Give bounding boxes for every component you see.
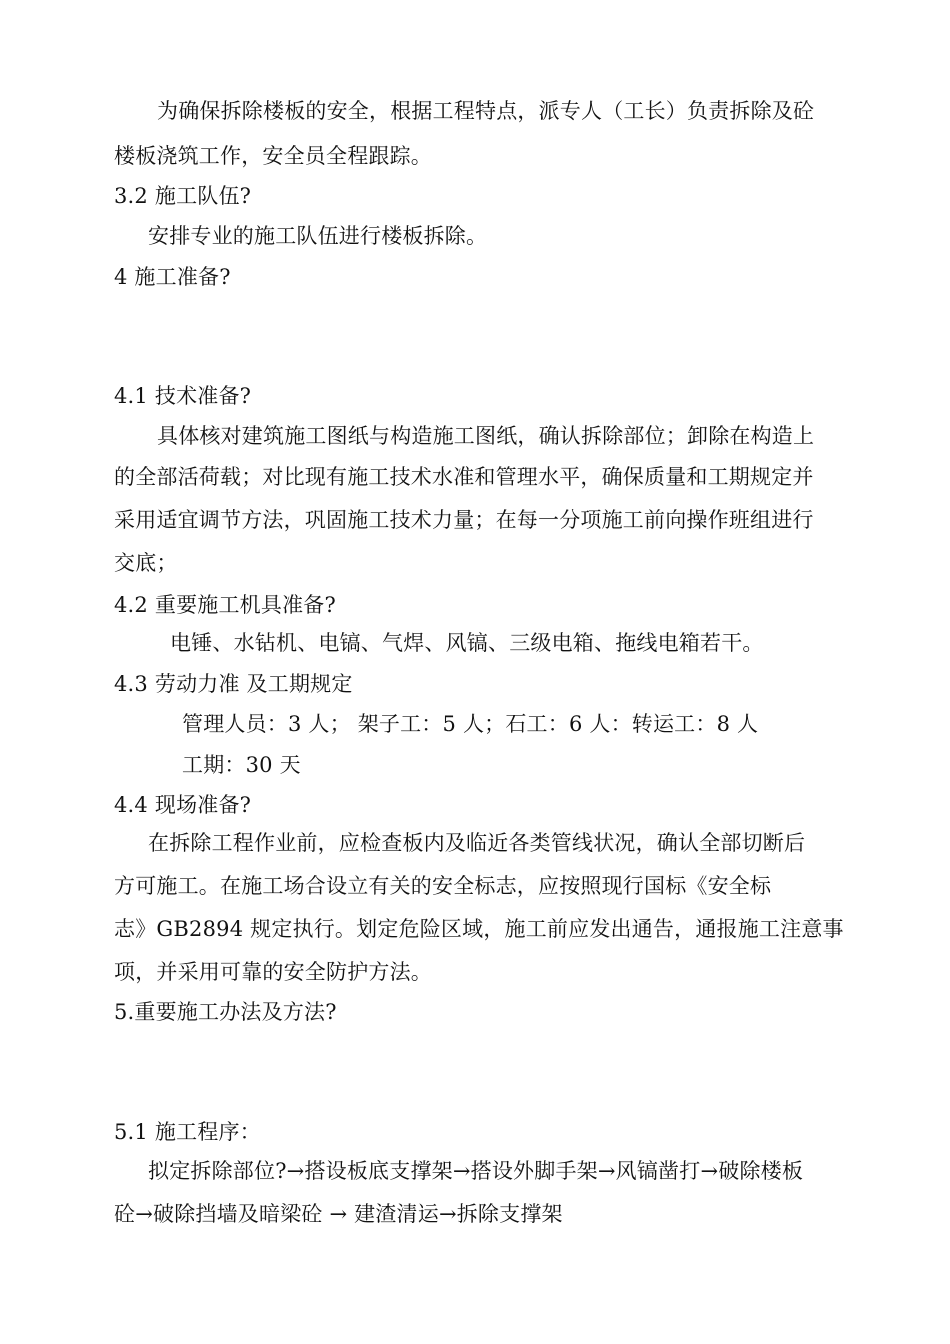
paragraph-line: 交底； bbox=[114, 551, 178, 575]
paragraph-line: 砼→破除挡墙及暗梁砼 → 建渣清运→拆除支撑架 bbox=[114, 1202, 563, 1226]
paragraph-line: 具体核对建筑施工图纸与构造施工图纸，确认拆除部位；卸除在构造上 bbox=[157, 424, 815, 448]
section-heading: 4.2 重要施工机具准备? bbox=[114, 593, 336, 617]
paragraph-line: 方可施工。在施工场合设立有关的安全标志，应按照现行国标《安全标 bbox=[114, 874, 772, 898]
paragraph-line: 项，并采用可靠的安全防护方法。 bbox=[114, 960, 432, 984]
section-heading: 4.4 现场准备? bbox=[114, 793, 252, 817]
paragraph-line: 为确保拆除楼板的安全，根据工程特点，派专人（工长）负责拆除及砼 bbox=[157, 99, 815, 123]
paragraph-line: 志》GB2894 规定执行。划定危险区域，施工前应发出通告，通报施工注意事 bbox=[114, 917, 844, 941]
paragraph-line: 安排专业的施工队伍进行楼板拆除。 bbox=[148, 224, 488, 248]
section-heading: 3.2 施工队伍? bbox=[114, 184, 252, 208]
paragraph-line: 在拆除工程作业前，应检查板内及临近各类管线状况，确认全部切断后 bbox=[148, 831, 806, 855]
section-heading: 4.1 技术准备? bbox=[114, 384, 252, 408]
section-heading: 5.重要施工办法及方法? bbox=[114, 1000, 337, 1024]
paragraph-line: 楼板浇筑工作，安全员全程跟踪。 bbox=[114, 144, 432, 168]
paragraph-line: 拟定拆除部位?→搭设板底支撑架→搭设外脚手架→风镐凿打→破除楼板 bbox=[148, 1159, 804, 1183]
paragraph-line: 采用适宜调节方法，巩固施工技术力量；在每一分项施工前向操作班组进行 bbox=[114, 508, 814, 532]
section-heading: 4 施工准备? bbox=[114, 265, 231, 289]
paragraph-line: 的全部活荷载；对比现有施工技术水准和管理水平，确保质量和工期规定并 bbox=[114, 465, 814, 489]
section-heading: 4.3 劳动力准 及工期规定 bbox=[114, 672, 353, 696]
paragraph-line: 工期：30 天 bbox=[182, 753, 301, 777]
section-heading: 5.1 施工程序： bbox=[114, 1120, 261, 1144]
paragraph-line: 管理人员：3 人； 架子工：5 人；石工：6 人：转运工：8 人 bbox=[182, 712, 759, 736]
paragraph-line: 电锤、水钻机、电镐、气焊、风镐、三级电箱、拖线电箱若干。 bbox=[170, 631, 764, 655]
